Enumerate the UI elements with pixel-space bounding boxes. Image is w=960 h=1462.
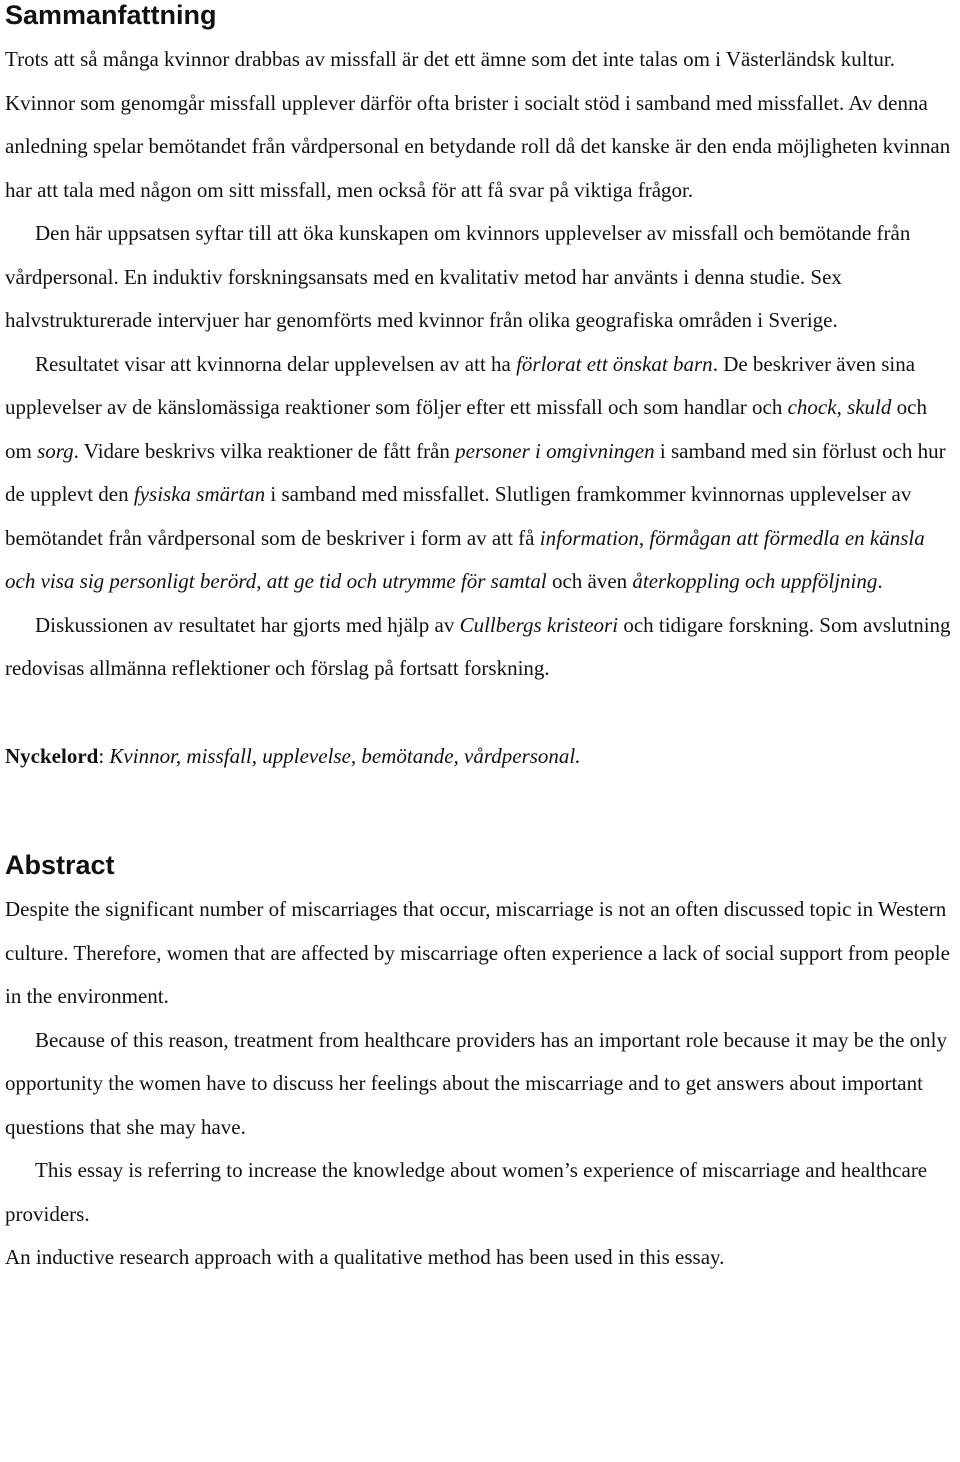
text-run: och om — [5, 395, 927, 463]
emphasis-text: chock — [787, 395, 837, 419]
section-heading-abstract: Abstract — [5, 850, 115, 880]
text-run: i samband med missfallet. Slutligen framkommer kvinnornas upplevelser av bemötandet från vårdpersonal som de beskriver i form av att få — [5, 482, 912, 550]
keywords-list: Kvinnor, missfall, upplevelse, bemötande, vårdpersonal. — [109, 743, 581, 768]
paragraph-sv-2 — [5, 212, 957, 343]
text-run: Resultatet visar att kvinnorna delar upplevelsen av att ha — [35, 351, 517, 376]
emphasis-text: förmågan att förmedla en känsla och visa sig personligt berörd, att ge tid och utrymme för samtal — [5, 525, 925, 593]
keywords-label: Nyckelord — [5, 743, 99, 768]
keywords-separator: : — [98, 743, 110, 768]
emphasis-text: skuld — [847, 395, 892, 419]
text-run: i samband med sin förlust och hur de upplevt den — [5, 438, 946, 506]
paragraph-en-2: Because of this reason, treatment from healthcare providers has an important role because it may be the only opportunity the women have to discuss her feelings about the miscarriage and to get answers about important questions that she may have. — [5, 1027, 948, 1139]
text-run: Trots att så många kvinnor drabbas av missfall är det ett ämne som det inte talas om i Västerländsk kultur. Kvinnor som genomgår missfall upplever därför ofta brister i socialt stöd i samband med missfallet. Av denna anledning spelar bemötandet från vårdpersonal en betydande roll då det kanske är den enda möjligheten kvinnan har att tala med någon om sitt missfall, men också för att få svar på viktiga frågor. — [5, 47, 951, 202]
emphasis-text: Cullbergs kristeori — [459, 612, 619, 637]
emphasis-text: fysiska smärtan — [133, 482, 266, 506]
text-run: , — [836, 395, 848, 419]
emphasis-text: förlorat ett önskat barn — [516, 351, 713, 376]
document-page — [5, 0, 957, 1280]
text-run: . De beskriver även sina upplevelser av de känslomässiga reaktioner som följer efter ett missfall och som handlar och — [5, 351, 916, 419]
paragraph-en-1: Despite the significant number of miscarriages that occur, miscarriage is not an often discussed topic in Western culture. Therefore, women that are affected by miscarriage often experience a lack of social support from people in the environment. — [5, 897, 950, 1008]
section-heading-sammanfattning: Sammanfattning — [5, 0, 217, 30]
keywords-line — [5, 735, 957, 779]
paragraph-en-4: An inductive research approach with a qualitative method has been used in this essay. — [5, 1245, 725, 1269]
emphasis-text: sorg — [37, 438, 74, 463]
paragraph-en-3: This essay is referring to increase the knowledge about women’s experience of miscarriage and healthcare providers. — [5, 1158, 928, 1226]
text-run: . — [877, 569, 883, 593]
text-run: . Vidare beskrivs vilka reaktioner de fått från — [73, 438, 456, 463]
text-run: Den här uppsatsen syftar till att öka kunskapen om kvinnors upplevelser av missfall och bemötande från vårdpersonal. En induktiv forskningsansats med en kvalitativ metod har använts i denna studie. Sex halvstrukturerade intervjuer har genomförts med kvinnor från olika geografiska områden i Sverige. — [5, 221, 911, 332]
text-run: och även — [546, 569, 633, 593]
text-run: och tidigare forskning. Som avslutning redovisas allmänna reflektioner och förslag på fortsatt forskning. — [5, 612, 951, 680]
text-run: Diskussionen av resultatet har gjorts med hjälp av — [35, 612, 460, 637]
paragraph-sv-4 — [5, 604, 957, 691]
emphasis-text: personer i omgivningen — [455, 438, 655, 463]
text-run: , — [638, 525, 650, 550]
emphasis-text: återkoppling och uppföljning — [632, 569, 878, 593]
paragraph-sv-3 — [5, 343, 957, 604]
emphasis-text: information — [539, 525, 639, 550]
paragraph-sv-1 — [5, 38, 957, 212]
